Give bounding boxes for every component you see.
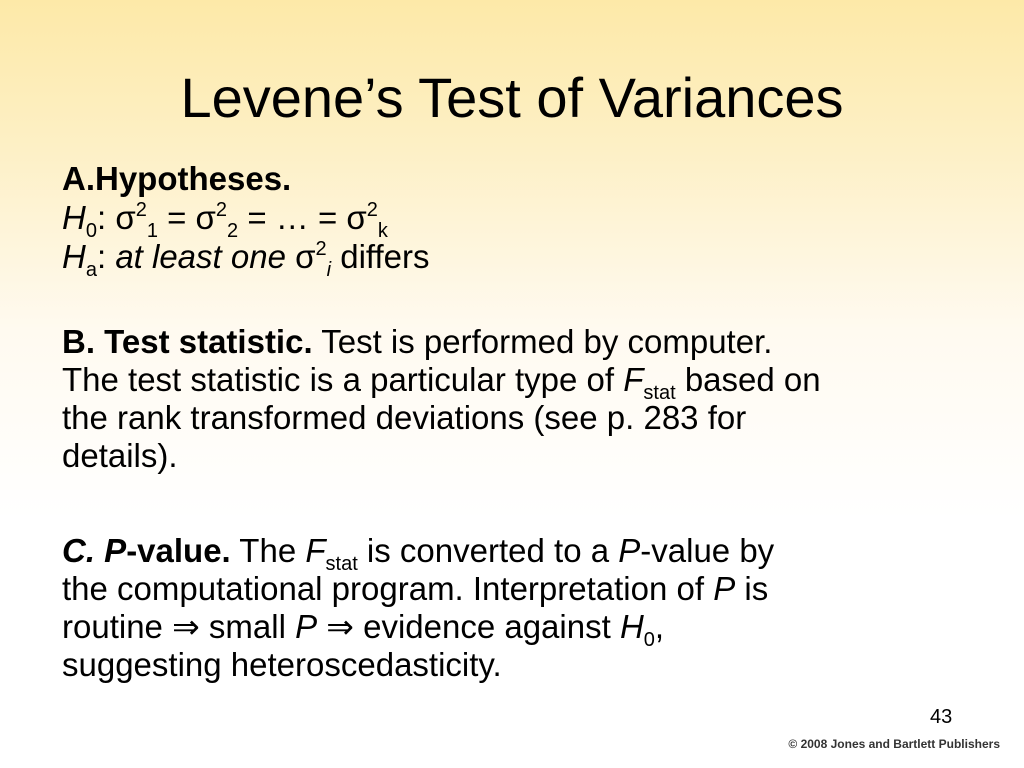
ellipsis: …: [275, 199, 309, 236]
sigma-symbol: σ: [346, 199, 367, 236]
sigma-symbol: σ: [295, 238, 316, 275]
ha-subscript: a: [85, 259, 97, 281]
text-segment: the computational program. Interpretation of: [62, 570, 714, 607]
test-statistic-line-2: [62, 361, 821, 404]
sigma-symbol: σ: [195, 199, 216, 236]
text-segment: is converted to a: [357, 532, 619, 569]
differs-text: differs: [331, 238, 430, 275]
implies-arrow-icon: ⇒: [326, 608, 354, 645]
sigma-subscript-1: 1: [146, 220, 158, 242]
f-symbol: F: [305, 532, 326, 569]
p-symbol: P: [618, 532, 641, 569]
p-value-heading-c: C.: [62, 532, 105, 569]
page-number: 43: [930, 706, 953, 728]
test-statistic-line-1: [62, 323, 772, 361]
copyright-notice: © 2008 Jones and Bartlett Publishers: [788, 737, 1000, 751]
squared-superscript: 2: [315, 238, 327, 260]
sigma-subscript-i: i: [326, 259, 332, 281]
text-segment: routine: [62, 608, 173, 645]
text-segment: is: [735, 570, 769, 607]
test-statistic-line-3: the rank transformed deviations (see p. 283 for: [62, 399, 747, 436]
h-symbol: H: [62, 238, 86, 275]
text-segment: evidence against: [353, 608, 620, 645]
alternative-hypothesis: [62, 238, 430, 281]
sigma-subscript-k: k: [377, 220, 388, 242]
equals-sign: =: [238, 199, 276, 236]
sigma-subscript-2: 2: [227, 220, 239, 242]
hypotheses-label: A.Hypotheses.: [62, 160, 292, 197]
test-statistic-heading: B. Test statistic.: [62, 323, 313, 360]
p-value-line-3: [62, 608, 665, 651]
test-statistic-line-4: details).: [62, 437, 178, 474]
squared-superscript: 2: [135, 199, 147, 221]
h0-subscript: 0: [85, 220, 97, 242]
text-segment: -value by: [640, 532, 775, 569]
comma: ,: [654, 608, 665, 645]
colon: :: [96, 199, 116, 236]
p-symbol: P: [713, 570, 736, 607]
stat-subscript: stat: [643, 382, 676, 404]
h-symbol: H: [62, 199, 86, 236]
p-symbol: P: [295, 608, 318, 645]
hypotheses-heading: [62, 160, 291, 198]
p-value-heading-rest: -value.: [126, 532, 231, 569]
p-value-line-2: [62, 570, 768, 608]
test-statistic-text: Test is performed by computer.: [312, 323, 773, 360]
text-segment: based on: [675, 361, 821, 398]
equals-sign: =: [157, 199, 196, 236]
slide-title: Levene’s Test of Variances: [180, 66, 844, 129]
colon: :: [96, 238, 116, 275]
p-symbol: P: [104, 532, 127, 569]
stat-subscript: stat: [325, 553, 358, 575]
implies-arrow-icon: ⇒: [172, 608, 200, 645]
squared-superscript: 2: [215, 199, 228, 221]
null-hypothesis: [62, 199, 388, 242]
h0-subscript: 0: [643, 629, 655, 651]
p-value-line-1: [62, 532, 775, 575]
squared-superscript: 2: [366, 199, 378, 221]
f-symbol: F: [623, 361, 644, 398]
text-segment: The: [230, 532, 306, 569]
h-symbol: H: [619, 608, 644, 645]
equals-sign: =: [308, 199, 347, 236]
text-segment: The test statistic is a particular type of: [62, 361, 624, 398]
at-least-one-text: at least one: [115, 238, 286, 275]
text-segment: small: [199, 608, 296, 645]
p-value-line-4: suggesting heteroscedasticity.: [62, 646, 502, 683]
sigma-symbol: σ: [115, 199, 136, 236]
